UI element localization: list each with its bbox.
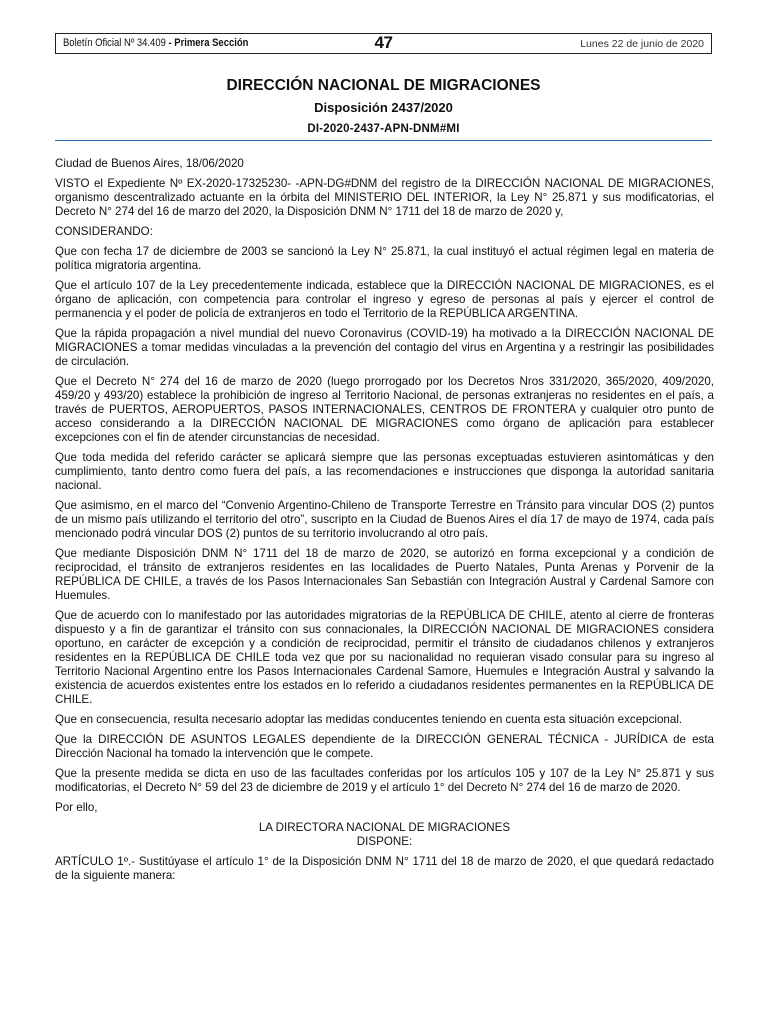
paragraph: Que el artículo 107 de la Ley precedentemente indicada, establece que la DIRECCIÓN NACIONAL DE MIGRACIONES, es el órgano de aplicación, con competencia para controlar el ingreso y egreso de personas al país y ejercer el control de permanencia y el poder de policía de extranjeros en todo el Territorio de la REPÚBLICA ARGENTINA. [55,279,714,320]
paragraph-considerando: CONSIDERANDO: [55,225,153,238]
paragraph-visto: VISTO el Expediente Nº EX-2020-17325230- -APN-DG#DNM del registro de la DIRECCIÓN NACIONAL DE MIGRACIONES, organismo descentralizado actuante en la órbita del MINISTERIO DEL INTERIOR, la Ley N° 25.871 y sus modificatorias, el Decreto N° 274 del 16 de marzo del 2020, la Disposición DNM N° 1711 del 18 de marzo de 2020 y, [55,177,714,218]
page-header [55,33,712,54]
paragraph: Que mediante Disposición DNM N° 1711 del 18 de marzo de 2020, se autorizó en forma excepcional y a condición de reciprocidad, el tránsito de extranjeros residentes en las localidades de Puerto Natales, Punta Arenas y Porvenir de la REPÚBLICA DE CHILE, a través de los Pasos Internacionales San Sebastián con Integración Austral y Cardenal Samore con Huemules. [55,547,714,602]
paragraph: Que de acuerdo con lo manifestado por las autoridades migratorias de la REPÚBLICA DE CHILE, atento al cierre de fronteras dispuesto y a fin de garantizar el tránsito con sus connacionales, la DIRECCIÓN NACIONAL DE MIGRACIONES considera oportuno, en carácter de excepción y a condición de reciprocidad, permitir el tránsito de ciudadanos chilenos y extranjeros residentes en la REPÚBLICA DE CHILE toda vez que por su nacionalidad no requieran visado consular para su ingreso al Territorio Nacional Argentino entre los Pasos Internacionales Cardenal Samore, Huemules e Integración Austral y salvando la existencia de acuerdos existentes entre los estados en lo referido a ciudadanos residentes permanentes en la REPÚBLICA DE CHILE. [55,609,714,706]
paragraph-place-date: Ciudad de Buenos Aires, 18/06/2020 [55,157,244,170]
paragraph-por-ello: Por ello, [55,801,98,814]
paragraph: Que toda medida del referido carácter se aplicará siempre que las personas exceptuadas estuvieren asintomáticas y den cumplimiento, tanto dentro como fuera del país, a las recomendaciones e instrucciones que disponga la autoridad sanitaria nacional. [55,451,714,492]
paragraph: Que en consecuencia, resulta necesario adoptar las medidas conducentes teniendo en cuenta esta situación excepcional. [55,713,683,726]
agency-title: DIRECCIÓN NACIONAL DE MIGRACIONES [226,77,541,94]
publication-date: Lunes 22 de junio de 2020 [580,38,704,50]
article-1: ARTÍCULO 1º.- Sustitúyase el artículo 1° de la Disposición DNM N° 1711 del 18 de marzo de 2020, el que quedará redactado de la siguiente manera: [55,855,714,882]
paragraph: Que asimismo, en el marco del “Convenio Argentino-Chileno de Transporte Terrestre en Tránsito para vincular DOS (2) puntos de un mismo país utilizando el territorio del otro”, suscripto en la Ciudad de Buenos Aires el día 17 de mayo de 1974, cada país mencionado podrá vincular DOS (2) puntos de su territorio involucrando al otro país. [55,499,714,540]
paragraph: Que la presente medida se dicta en uso de las facultades conferidas por los artículos 105 y 107 de la Ley N° 25.871 y sus modificatorias, el Decreto N° 59 del 23 de diciembre de 2019 y el artículo 1° del Decreto N° 274 del 16 de marzo de 2020. [55,767,714,794]
paragraph: Que el Decreto N° 274 del 16 de marzo de 2020 (luego prorrogado por los Decretos Nros 331/2020, 365/2020, 409/2020, 459/20 y 493/20) establece la prohibición de ingreso al Territorio Nacional, de personas extranjeras no residentes en el país, a través de PUERTOS, AEROPUERTOS, PASOS INTERNACIONALES, CENTROS DE FRONTERA y cualquier otro punto de acceso considerando a la DIRECCIÓN NACIONAL DE MIGRACIONES como órgano de aplicación para establecer excepciones con el fin de atender circunstancias de necesidad. [55,375,714,444]
section-name: - Primera Sección [168,37,249,49]
paragraph: Que la DIRECCIÓN DE ASUNTOS LEGALES dependiente de la DIRECCIÓN GENERAL TÉCNICA - JURÍDICA de esta Dirección Nacional ha tomado la intervención que le compete. [55,733,714,760]
director-line: LA DIRECTORA NACIONAL DE MIGRACIONES [258,821,511,834]
document-body [55,157,714,889]
director-heading [55,821,714,849]
paragraph: Que con fecha 17 de diciembre de 2003 se sancionó la Ley N° 25.871, la cual instituyó el actual régimen legal en materia de política migratoria argentina. [55,245,714,272]
page-number: 47 [374,33,393,52]
document-identifier: DI-2020-2437-APN-DNM#MI [307,123,460,135]
disposition-title: Disposición 2437/2020 [314,100,453,115]
paragraph: Que la rápida propagación a nivel mundial del nuevo Coronavirus (COVID-19) ha motivado a la DIRECCIÓN NACIONAL DE MIGRACIONES a tomar medidas vinculadas a la prevención del contagio del virus en Argentina y a restringir las posibilidades de circulación. [55,327,714,368]
publication-name: Boletín Oficial Nº 34.409 [63,37,166,49]
dispone-line: DISPONE: [356,835,413,848]
title-divider [55,140,712,141]
